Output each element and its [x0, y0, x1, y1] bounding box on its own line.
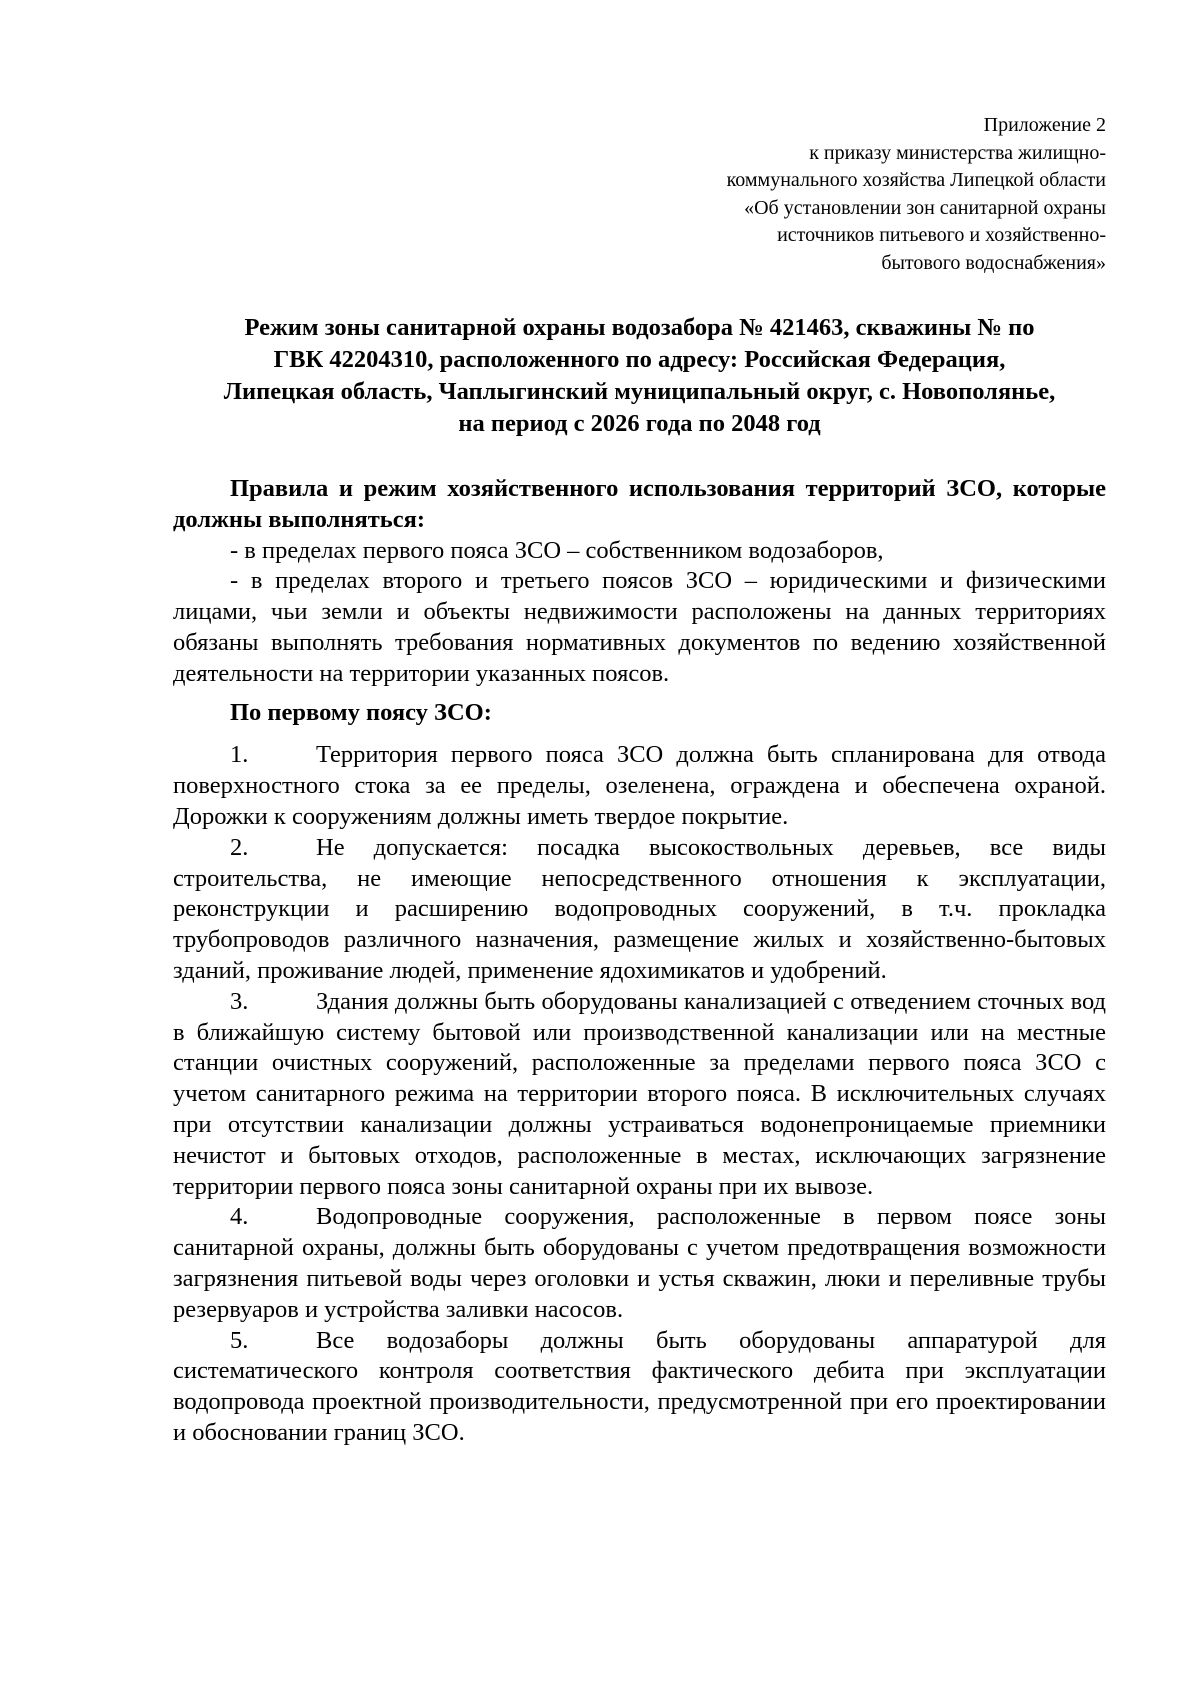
item-number: 2. — [230, 833, 249, 861]
appendix-line: «Об установлении зон санитарной охраны — [744, 196, 1106, 219]
title-line: ГВК 42204310, расположенного по адресу: Российская Федерация, — [273, 346, 1006, 373]
document-body — [173, 474, 1106, 1449]
item-text: Водопроводные сооружения, расположенные в первом поясе зоны санитарной охраны, должны быть оборудованы с учетом предотвращения возможности загрязнения питьевой воды через оголовки и устья скважин, люки и переливные трубы резервуаров и устройства заливки насосов. — [173, 1203, 1106, 1323]
item-text: Все водозаборы должны быть оборудованы аппаратурой для систематического контроля соответствия фактического дебита при эксплуатации водопровода проектной производительности, предусмотренной при его проектировании и обосновании границ ЗСО. — [173, 1326, 1106, 1446]
bullet-paragraph: - в пределах первого пояса ЗСО – собственником водозаборов, — [230, 536, 884, 564]
list-item — [173, 1326, 1106, 1449]
appendix-line: коммунального хозяйства Липецкой области — [726, 169, 1106, 191]
document-title — [173, 312, 1106, 440]
first-belt-rules-list — [173, 740, 1106, 1448]
section-heading: Правила и режим хозяйственного использования территорий ЗСО, которые должны выполняться: — [173, 475, 1106, 533]
bullet-paragraph: - в пределах второго и третьего поясов ЗСО – юридическими и физическими лицами, чьи земли и объекты недвижимости расположены на данных территориях обязаны выполнять требования нормативных документов по ведению хозяйственной деятельности на территории указанных поясов. — [173, 567, 1106, 687]
list-item — [173, 740, 1106, 832]
item-number: 1. — [230, 741, 249, 769]
list-item — [173, 833, 1106, 987]
item-number: 4. — [230, 1203, 249, 1231]
appendix-reference — [173, 112, 1106, 277]
item-number: 5. — [230, 1326, 249, 1354]
title-line: на период с 2026 года по 2048 год — [458, 410, 821, 437]
list-item — [173, 987, 1106, 1203]
title-line: Режим зоны санитарной охраны водозабора № 421463, скважины № по — [244, 314, 1035, 341]
appendix-line: источников питьевого и хозяйственно- — [777, 224, 1106, 246]
item-text: Здания должны быть оборудованы канализацией с отведением сточных вод в ближайшую систему бытовой или производственной канализации или на местные станции очистных сооружений, расположенные за пределами первого пояса ЗСО с учетом санитарного режима на территории второго пояса. В исключительных случаях при отсутствии канализации должны устраиваться водонепроницаемые приемники нечистот и бытовых отходов, расположенные в местах, исключающих загрязнение территории первого пояса зоны санитарной охраны при их вывозе. — [173, 987, 1106, 1200]
appendix-line: бытового водоснабжения» — [881, 251, 1106, 274]
list-item — [173, 1202, 1106, 1325]
item-number: 3. — [230, 987, 249, 1015]
item-text: Не допускается: посадка высокоствольных деревьев, все виды строительства, не имеющие непосредственного отношения к эксплуатации, реконструкции и расширению водопроводных сооружений, в т.ч. прокладка трубопроводов различного назначения, размещение жилых и хозяйственно-бытовых зданий, проживание людей, применение ядохимикатов и удобрений. — [173, 833, 1106, 984]
appendix-line: Приложение 2 — [983, 114, 1106, 136]
item-text: Территория первого пояса ЗСО должна быть спланирована для отвода поверхностного стока за ее пределы, озеленена, ограждена и обеспечена охраной. Дорожки к сооружениям должны иметь твердое покрытие. — [173, 741, 1106, 830]
appendix-line: к приказу министерства жилищно- — [809, 141, 1106, 164]
first-belt-heading: По первому поясу ЗСО: — [230, 698, 492, 726]
title-line: Липецкая область, Чаплыгинский муниципальный округ, с. Новополянье, — [223, 378, 1056, 405]
